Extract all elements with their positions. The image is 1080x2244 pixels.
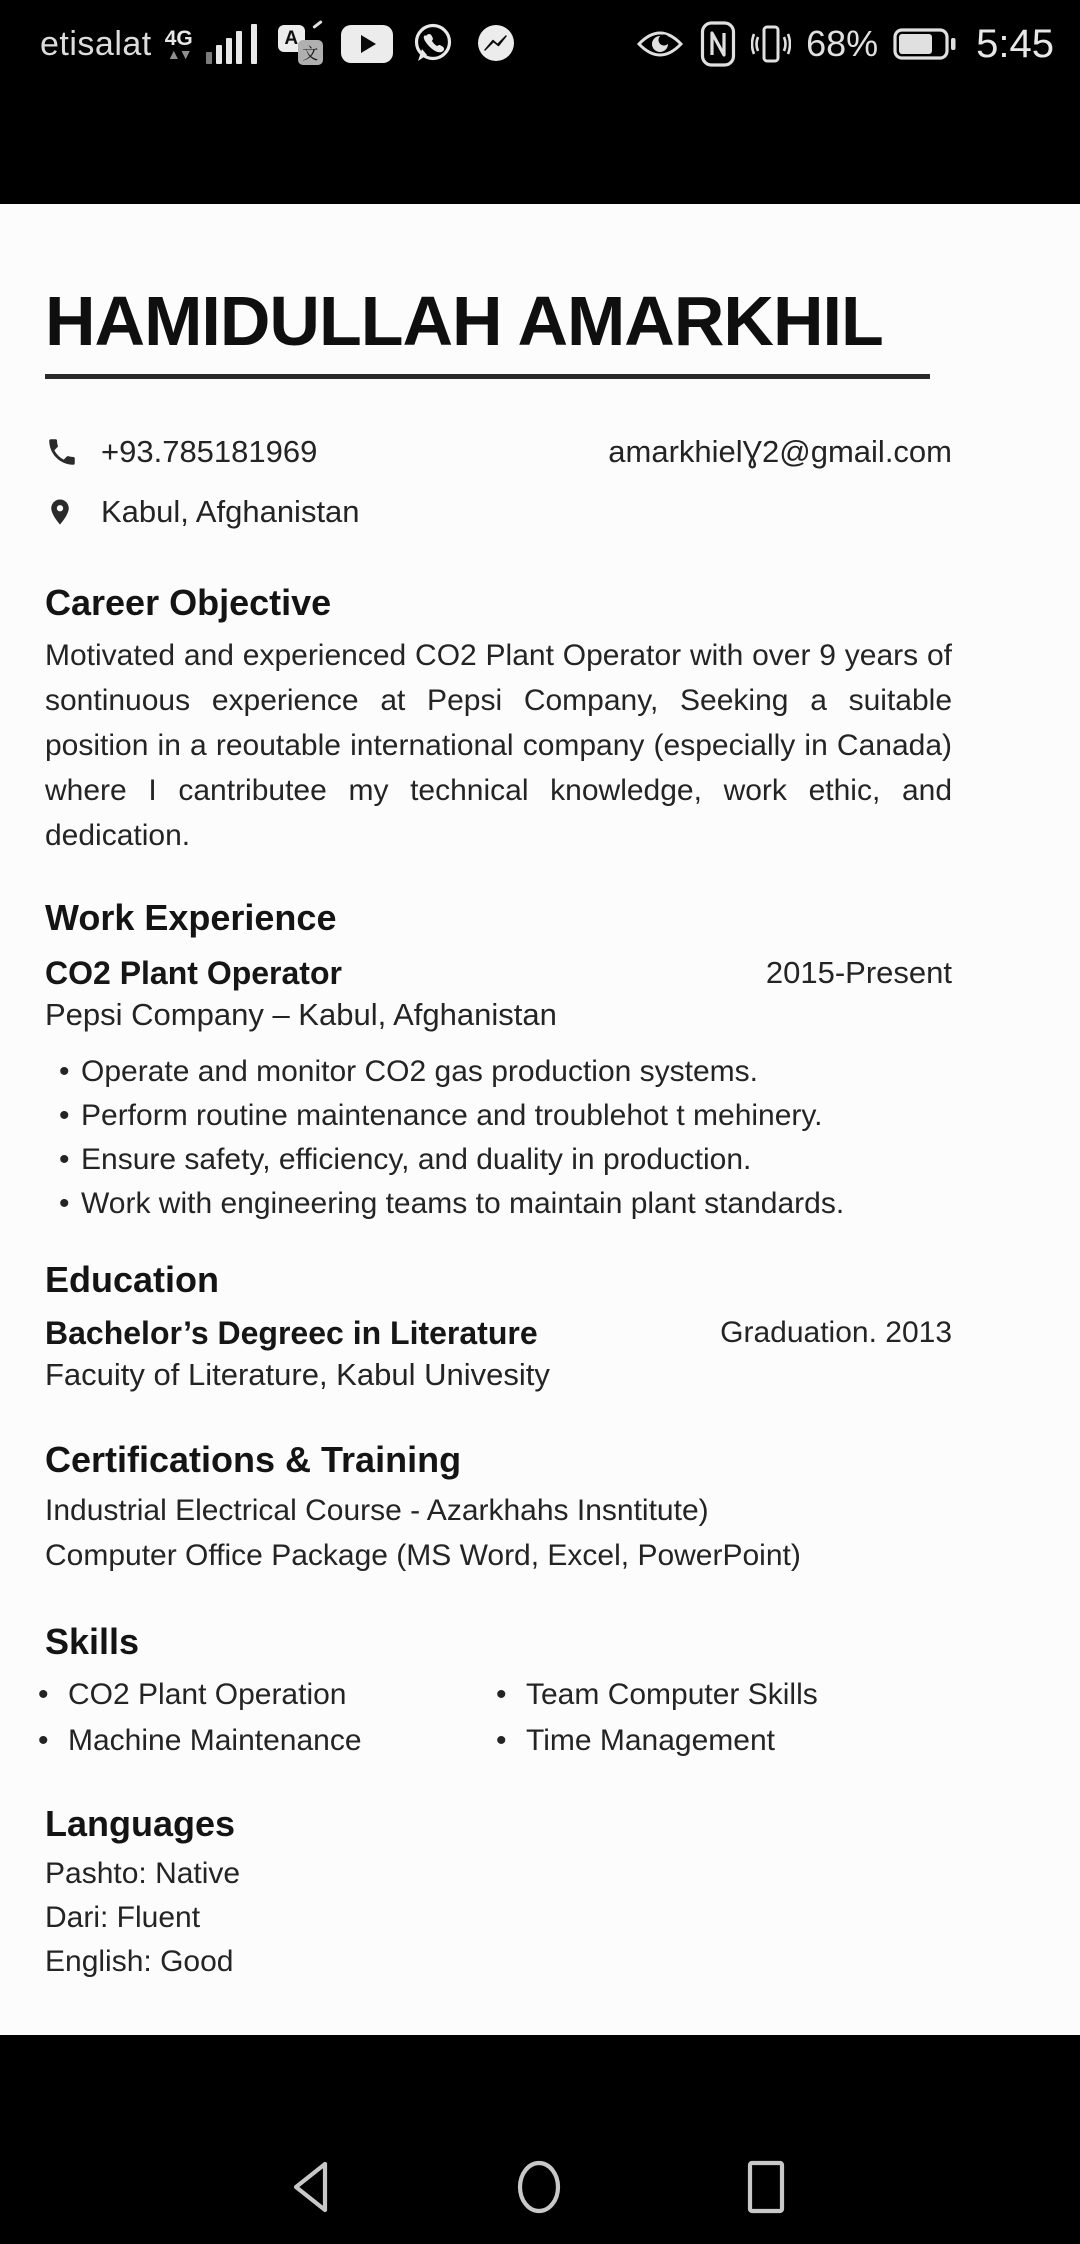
bullet-dot (45, 1182, 81, 1226)
job-title-row (45, 952, 952, 994)
objective-text: Motivated and experienced CO2 Plant Operator with over 9 years of sontinuous experience at Pepsi Company, Seeking a suitable position in a reoutable international company (especially in Canada) where I cantributee my technical knowledge, work ethic, and dedication. (45, 639, 952, 852)
bullet-text: Operate and monitor CO2 gas production systems. (81, 1055, 758, 1088)
eye-comfort-icon (635, 26, 685, 62)
home-button[interactable] (507, 2155, 571, 2219)
location-text: Kabul, Afghanistan (101, 494, 360, 529)
bullet-dot (45, 1138, 81, 1182)
certification-item: Computer Office Package (MS Word, Excel, PowerPoint) (45, 1539, 801, 1572)
job-title: CO2 Plant Operator (45, 954, 342, 991)
notification-icons (278, 21, 519, 67)
youtube-icon (341, 25, 393, 63)
status-bar-right (635, 20, 1054, 68)
language-item: Dari: Fluent (45, 1901, 201, 1934)
skills-grid (45, 1672, 952, 1764)
bullet-dot (45, 1050, 81, 1094)
status-bar-left (40, 21, 519, 67)
battery-percent-label: 68% (806, 23, 879, 64)
phone-number: +93.785181969 (101, 434, 318, 469)
skill-text: Team Computer Skills (526, 1678, 818, 1711)
phone-icon (45, 434, 79, 470)
recents-button[interactable] (735, 2155, 799, 2219)
skill-text: Time Management (526, 1724, 775, 1757)
section-heading-certifications: Certifications & Training (45, 1439, 462, 1480)
signal-bars-icon (206, 24, 257, 64)
language-list (45, 1852, 952, 1984)
bullet-item (45, 1094, 952, 1138)
contact-block (45, 429, 952, 535)
bullet-dot (496, 1672, 526, 1718)
data-arrows-icon: ▲▼ (166, 45, 191, 62)
recents-icon (735, 2155, 799, 2219)
skill-item (45, 1718, 503, 1764)
bullet-text: Perform routine maintenance and troublehot t mehinery. (81, 1099, 823, 1132)
job-company: Pepsi Company – Kabul, Afghanistan (45, 997, 557, 1032)
skill-item (45, 1672, 503, 1718)
network-type-indicator (165, 28, 193, 61)
messenger-icon (473, 21, 519, 67)
status-bar (0, 0, 1080, 80)
network-4g-label: 4G (164, 26, 193, 50)
bullet-dot (38, 1672, 68, 1718)
degree-title: Bachelor’s Degreec in Literature (45, 1314, 538, 1351)
name-underline (45, 374, 930, 379)
back-icon (281, 2155, 345, 2219)
certification-list (45, 1488, 952, 1578)
experience-bullets (45, 1050, 952, 1226)
vibrate-icon (751, 20, 791, 68)
battery-icon (893, 27, 957, 61)
bullet-text: Work with engineering teams to maintain plant standards. (81, 1187, 845, 1220)
job-dates: 2015-Present (765, 955, 952, 990)
bullet-text: Ensure safety, efficiency, and duality in production. (81, 1143, 752, 1176)
resume-document (0, 204, 1080, 2035)
graduation-date: Graduation. 2013 (720, 1316, 952, 1349)
skill-text: Machine Maintenance (68, 1724, 362, 1757)
certification-item: Industrial Electrical Course - Azarkhahs Insntitute) (45, 1494, 709, 1527)
whatsapp-icon (410, 21, 456, 67)
bullet-dot (496, 1718, 526, 1764)
section-heading-objective: Career Objective (45, 582, 332, 623)
section-heading-languages: Languages (45, 1803, 236, 1844)
bullet-dot (38, 1718, 68, 1764)
contact-row-location (45, 489, 952, 535)
email-address: amarkhielƔ2@gmail.com (608, 434, 952, 469)
language-item: English: Good (45, 1945, 234, 1978)
skill-item (503, 1672, 952, 1718)
bullet-dot (45, 1094, 81, 1138)
nfc-icon (700, 20, 736, 68)
school-name: Facuity of Literature, Kabul Univesity (45, 1357, 550, 1392)
degree-row (45, 1312, 952, 1354)
home-icon (507, 2155, 571, 2219)
section-heading-experience: Work Experience (45, 897, 337, 938)
clock-label: 5:45 (976, 21, 1054, 66)
back-button[interactable] (281, 2155, 345, 2219)
skill-text: CO2 Plant Operation (68, 1678, 347, 1711)
bullet-item (45, 1138, 952, 1182)
skill-item (503, 1718, 952, 1764)
bullet-item (45, 1182, 952, 1226)
carrier-label: etisalat (40, 24, 152, 63)
resume-name: HAMIDULLAH AMARKHIL (45, 282, 883, 360)
language-item: Pashto: Native (45, 1857, 241, 1890)
bullet-item (45, 1050, 952, 1094)
contact-row-phone-email (45, 429, 952, 475)
section-heading-education: Education (45, 1259, 220, 1300)
google-translate-icon: A 文 (278, 22, 324, 66)
section-heading-skills: Skills (45, 1621, 140, 1662)
location-pin-icon (45, 494, 79, 530)
